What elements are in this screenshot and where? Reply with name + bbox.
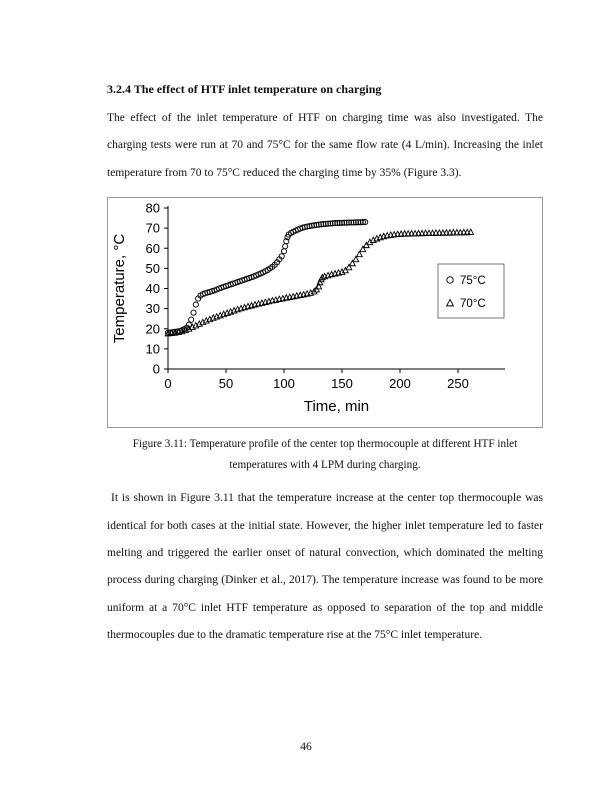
y-tick-label: 0 [152,361,160,377]
legend-label-1: 70°C [460,298,486,311]
x-tick-label: 100 [273,376,295,392]
x-axis-label: Time, min [303,398,370,416]
y-tick-label: 20 [145,321,160,337]
series-1-points [165,229,473,336]
x-tick-label: 0 [164,376,172,392]
paragraph-discussion: It is shown in Figure 3.11 that the temperature increase at the center top thermocouple was identical for both cases at the initial state. However, the higher inlet temperature led to faster melting and triggered the earlier onset of natural convection, which dominated the melting process during charging (Dinker et al., 2017). The temperature increase was found to be more uniform at a 70°C inlet HTF temperature as opposed to separation of the top and middle thermocouples due to the dramatic temperature rise at the 75°C inlet temperature. [107,492,543,642]
x-tick-label: 250 [447,376,469,392]
legend-label-0: 75°C [460,275,486,288]
y-tick-label: 50 [145,261,160,277]
y-tick-label: 30 [145,301,160,317]
figure-caption [107,434,543,476]
paragraph-intro: The effect of the inlet temperature of HTF on charging time was also investigated. The charging tests were run at 70 and 75°C for the same flow rate (4 L/min). Increasing the inlet temperature from 70 to 75°C reduced the charging time by 35% (Figure 3.3). [107,112,543,179]
figure-caption-line-1: Figure 3.11: Temperature profile of the center top thermocouple at different HTF inlet [132,438,518,451]
y-tick-label: 40 [145,281,160,297]
y-tick-label: 60 [145,240,160,256]
figure-3-11-chart [107,197,543,428]
chart-legend [438,264,504,318]
page-content [107,80,543,650]
figure-caption-line-2: temperatures with 4 LPM during charging. [229,459,421,472]
y-tick-label: 10 [145,341,160,357]
x-tick-label: 150 [331,376,353,392]
y-axis-label: Temperature, °C [111,234,128,344]
page-number: 46 [300,741,312,753]
y-tick-label: 80 [145,200,160,216]
x-tick-label: 50 [218,376,234,392]
y-tick-label: 70 [145,220,160,236]
x-tick-label: 200 [389,376,411,392]
series-0-points [165,220,367,336]
temperature-scatter-chart [108,198,540,425]
section-heading: 3.2.4 The effect of HTF inlet temperature on charging [107,82,382,96]
